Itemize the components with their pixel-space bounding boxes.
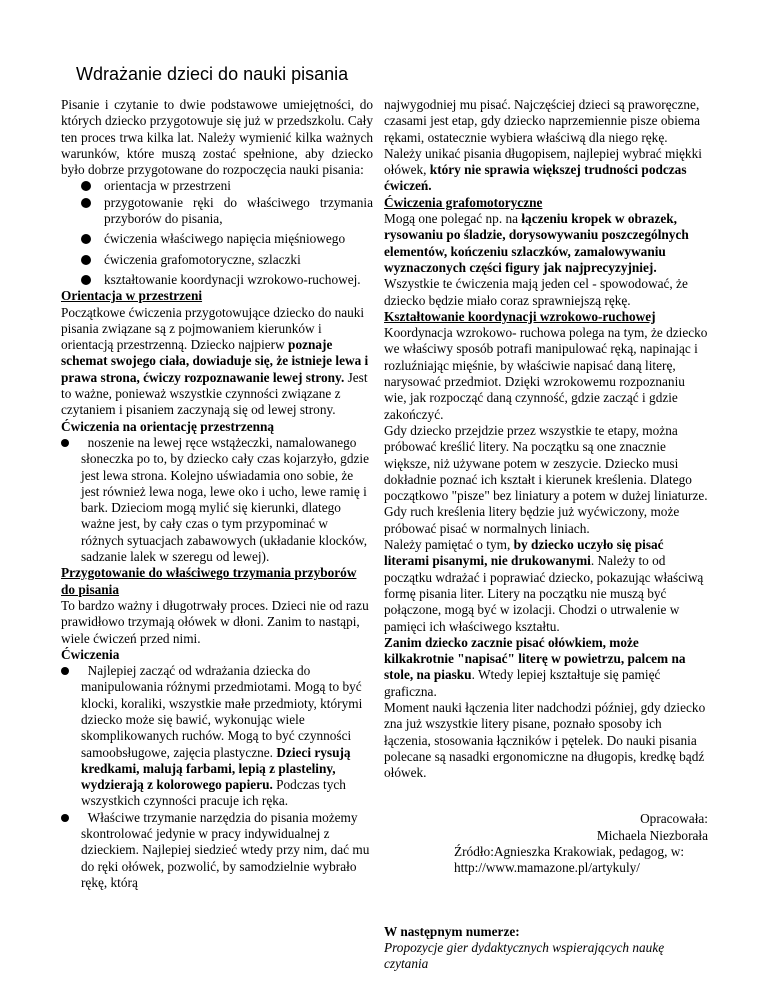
paragraph: Początkowe ćwiczenia przygotowujące dziecko do nauki pisania związane są z pojmowaniem kierunków i orientacją przestrzenną. Dziecko najpierw poznaje schemat swojego ciała, dowiaduje się, że istnieje lewa i prawa strona, ćwiczy rozpoznawanie lewej strony. Jest to ważne, ponieważ wszystkie czynności związane z czytaniem i pisaniem zaczynają się od lewej strony. [61, 304, 369, 418]
paragraph: Moment nauki łączenia liter nadchodzi później, gdy dziecko zna już wszystkie litery pisane, poznało sposoby ich łączenia, stosowania łączników i pętelek. Do nauki pisania polecane są nasadki ergonomiczne na długopis, kredkę bądź ołówek. [384, 699, 706, 781]
section-heading: Ćwiczenia na orientację przestrzenną [61, 418, 275, 434]
paragraph: Koordynacja wzrokowo- ruchowa polega na tym, że dziecko we właściwy sposób potrafi manipulować ręką, napinając i rozluźniając mięśnie, by właściwie napisać daną literę, narysować przedmiot. Dzięki wzrokowemu rozpoznaniu wie, jak rozpocząć daną czynność, gdzie zacząć i gdzie zakończyć. [384, 325, 708, 422]
bullet-icon [61, 439, 69, 447]
section-heading: Ćwiczenia [61, 646, 120, 662]
author-label: Opracowała: [640, 811, 708, 827]
paragraph: najwygodniej mu pisać. Najczęściej dzieci są praworęczne, czasami jest etap, gdy dziecko naprzemiennie pisze obiema rękami, ostatecznie wybiera właściwą dla niego rękę. [384, 97, 701, 145]
paragraph: Zanim dziecko zacznie pisać ołówkiem, może kilkakrotnie "napisać" literę w powietrzu, palcem na stole, na piasku. Wtedy lepiej kształtuje się pamięć graficzna. [384, 634, 686, 699]
left-column [61, 97, 373, 891]
next-issue-label: W następnym numerze: [384, 923, 520, 939]
bullet-icon [81, 198, 91, 208]
paragraph: Mogą one polegać np. na łączeniu kropek w obrazek, rysowaniu po śladzie, dorysowywaniu poszczególnych elementów, kończeniu szlaczków, zamalowywaniu wyznaczonych części figury jak najprecyzyjniej. [384, 211, 689, 275]
bullet-icon [81, 234, 91, 244]
intro-paragraph: Pisanie i czytanie to dwie podstawowe umiejętności, do których dziecko przygotowuje się już w przedszkolu. Cały ten proces trwa kilka lat. Należy wymienić kilka ważnych warunków, które muszą zostać spełnione, aby dziecko było dobrze przygotowane do rozpoczęcia nauki pisania: [61, 97, 373, 178]
bullet-icon [81, 275, 91, 285]
section-heading: Kształtowanie koordynacji wzrokowo-ruchowej [384, 308, 656, 324]
conditions-list [61, 178, 373, 288]
paragraph: Należy unikać pisania długopisem, najlepiej wybrać miękki ołówek, który nie sprawia większej trudności podczas ćwiczeń. [384, 145, 702, 194]
list-item: kształtowanie koordynacji wzrokowo-ruchowej. [61, 272, 373, 288]
author-name: Michaela Niezborała [596, 827, 708, 843]
bullet-icon [81, 181, 91, 191]
paragraph: To bardzo ważny i długotrwały proces. Dzieci nie od razu prawidłowo trzymają ołówek w dłoni. Zanim to nastąpi, wiele ćwiczeń przed nimi. [61, 597, 369, 646]
list-item: ćwiczenia grafomotoryczne, szlaczki [61, 252, 373, 268]
paragraph: Należy pamiętać o tym, by dziecko uczyło się pisać literami pisanymi, nie drukowanymi. Należy to od początku wdrażać i poprawiać dziecko, pokazując właściwą formę pisania liter. Litery na początku nie muszą być połączone, mogą być w izolacji. Chodzi o utrwalenie w pamięci ich właściwego kształtu. [384, 537, 704, 634]
section-heading: Ćwiczenia grafomotoryczne [384, 194, 543, 210]
list-item: przygotowanie ręki do właściwego trzymania przyborów do pisania, [61, 195, 373, 228]
paragraph: Wszystkie te ćwiczenia mają jeden cel - spowodować, że dziecko będzie miało coraz sprawniejszą rękę. [384, 276, 688, 308]
bullet-icon [61, 814, 69, 822]
list-item: ćwiczenia właściwego napięcia mięśniowego [61, 231, 373, 247]
list-item: Właściwe trzymanie narzędzia do pisania możemy skontrolować jedynie w pracy indywidualnej z dzieckiem. Najlepiej siedzieć wtedy przy nim, dać mu do ręki ołówek, pozwolić, by samodzielnie wybrało rękę, którą [61, 810, 373, 891]
bullet-icon [81, 255, 91, 265]
source-note: Źródło:Agnieszka Krakowiak, pedagog, w: http://www.mamazone.pl/artykuly/ [454, 844, 685, 876]
list-item: noszenie na lewej ręce wstążeczki, namalowanego słoneczka po to, by dziecko cały czas kojarzyło, gdzie jest lewa strona. Kolejno uświadamia ono sobie, że jest również lewa noga, lewe oko i ucho, lewe ramię i bark. Dzieciom mogą mylić się kierunki, dlatego ważne jest, by cały czas o tym przypominać w różnych sytuacjach zabawowych (układanie klocków, sadzanie lalek w szeregu od lewej). [61, 435, 373, 565]
page-title: Wdrażanie dzieci do nauki pisania [76, 64, 349, 84]
list-item: orientacja w przestrzeni [61, 178, 373, 194]
section-heading: Przygotowanie do właściwego trzymania przyborów do pisania [61, 565, 357, 597]
list-item: Najlepiej zacząć od wdrażania dziecka do manipulowania różnymi przedmiotami. Mogą to być klocki, koraliki, wszystkie małe przedmioty, którymi dziecko może się bawić, wykonując wiele skomplikowanych ruchów. Mogą to być czynności samoobsługowe, zajęcia plastyczne. Dzieci rysują kredkami, malują farbami, lepią z plasteliny, wydzierają z kolorowego papieru. Podczas tych wszystkich czynności pracuje ich ręka. [61, 663, 373, 810]
next-issue-text: Propozycje gier dydaktycznych wspierających naukę czytania [384, 939, 665, 972]
right-column [384, 97, 708, 973]
section-heading: Orientacja w przestrzeni [61, 288, 203, 304]
paragraph: Gdy dziecko przejdzie przez wszystkie te etapy, można próbować kreślić litery. Na początku są one znacznie większe, niż używane potem w zeszycie. Dziecko musi dokładnie poznać ich kształt i kierunek kreślenia. Dlatego początkowo "pisze" bez liniatury a potem w dużej liniaturze. Gdy ruch kreślenia litery będzie już wyćwiczony, może próbować pisać w normalnych liniach. [384, 422, 708, 536]
bullet-icon [61, 667, 69, 675]
